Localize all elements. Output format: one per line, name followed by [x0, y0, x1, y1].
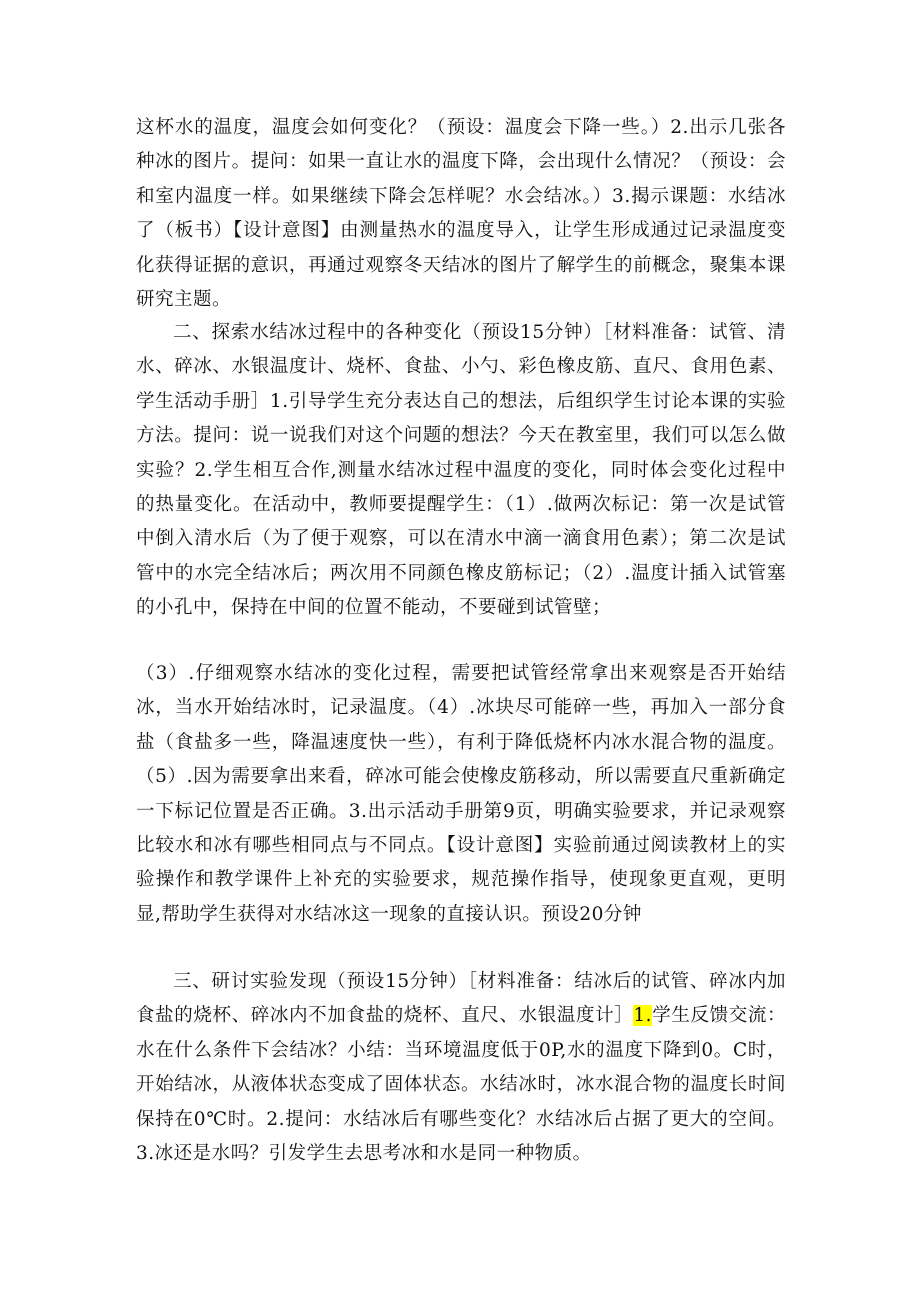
section-three-body: 学生反馈交流：水在什么条件下会结冰？小结：当环境温度低于0P,水的温度下降到0。C时，开始结冰，从液体状态变成了固体状态。水结冰时，冰水混合物的温度长时间保持在0℃时。2.提问：水结冰后有哪些变化？水结冰后占据了更大的空间。3.冰还是水吗？引发学生去思考冰和水是同一种物质。: [136, 1005, 786, 1165]
paragraph-section-two-continued: （3）.仔细观察水结冰的变化过程，需要把试管经常拿出来观察是否开始结冰，当水开始结冰时，记录温度。（4）.冰块尽可能碎一些，再加入一部分食盐（食盐多一些，降温速度快一些），有利于降低烧杯内冰水混合物的温度。（5）.因为需要拿出来看，碎冰可能会使橡皮筋移动，所以需要直尺重新确定一下标记位置是否正确。3.出示活动手册第9页，明确实验要求，并记录观察比较水和冰有哪些相同点与不同点。【设计意图】实验前通过阅读教材上的实验操作和教学课件上补充的实验要求，规范操作指导，使现象更直观，更明显,帮助学生获得对水结冰这一现象的直接认识。预设20分钟: [136, 663, 786, 925]
paragraph-section-two: 二、探索水结冰过程中的各种变化（预设15分钟）［材料准备：试管、清水、碎冰、水银温度计、烧杯、食盐、小勺、彩色橡皮筋、直尺、食用色素、学生活动手册］1.引导学生充分表达自己的想法，后组织学生讨论本课的实验方法。提问：说一说我们对这个问题的想法？今天在教室里，我们可以怎么做实验？2.学生相互合作,测量水结冰过程中温度的变化，同时体会变化过程中的热量变化。在活动中，教师要提醒学生：（1）.做两次标记：第一次是试管中倒入清水后（为了便于观察，可以在清水中滴一滴食用色素）；第二次是试管中的水完全结冰后；两次用不同颜色橡皮筋标记；（2）.温度计插入试管塞的小孔中，保持在中间的位置不能动，不要碰到试管壁；: [136, 322, 786, 619]
highlighted-number: 1.: [633, 1005, 653, 1027]
paragraph-section-three: [136, 965, 786, 1171]
section-three-lead: 三、研讨实验发现（预设15分钟）［材料准备：结冰后的试管、碎冰内加食盐的烧杯、碎冰内不加食盐的烧杯、直尺、水银温度计］: [136, 971, 786, 1027]
paragraph-intro-continued: 这杯水的温度，温度会如何变化？（预设：温度会下降一些。）2.出示几张各种冰的图片。提问：如果一直让水的温度下降，会出现什么情况？（预设：会和室内温度一样。如果继续下降会怎样呢？水会结冰。）3.揭示课题：水结冰了（板书）【设计意图】由测量热水的温度导入，让学生形成通过记录温度变化获得证据的意识，再通过观察冬天结冰的图片了解学生的前概念，聚集本课研究主题。: [136, 117, 786, 311]
